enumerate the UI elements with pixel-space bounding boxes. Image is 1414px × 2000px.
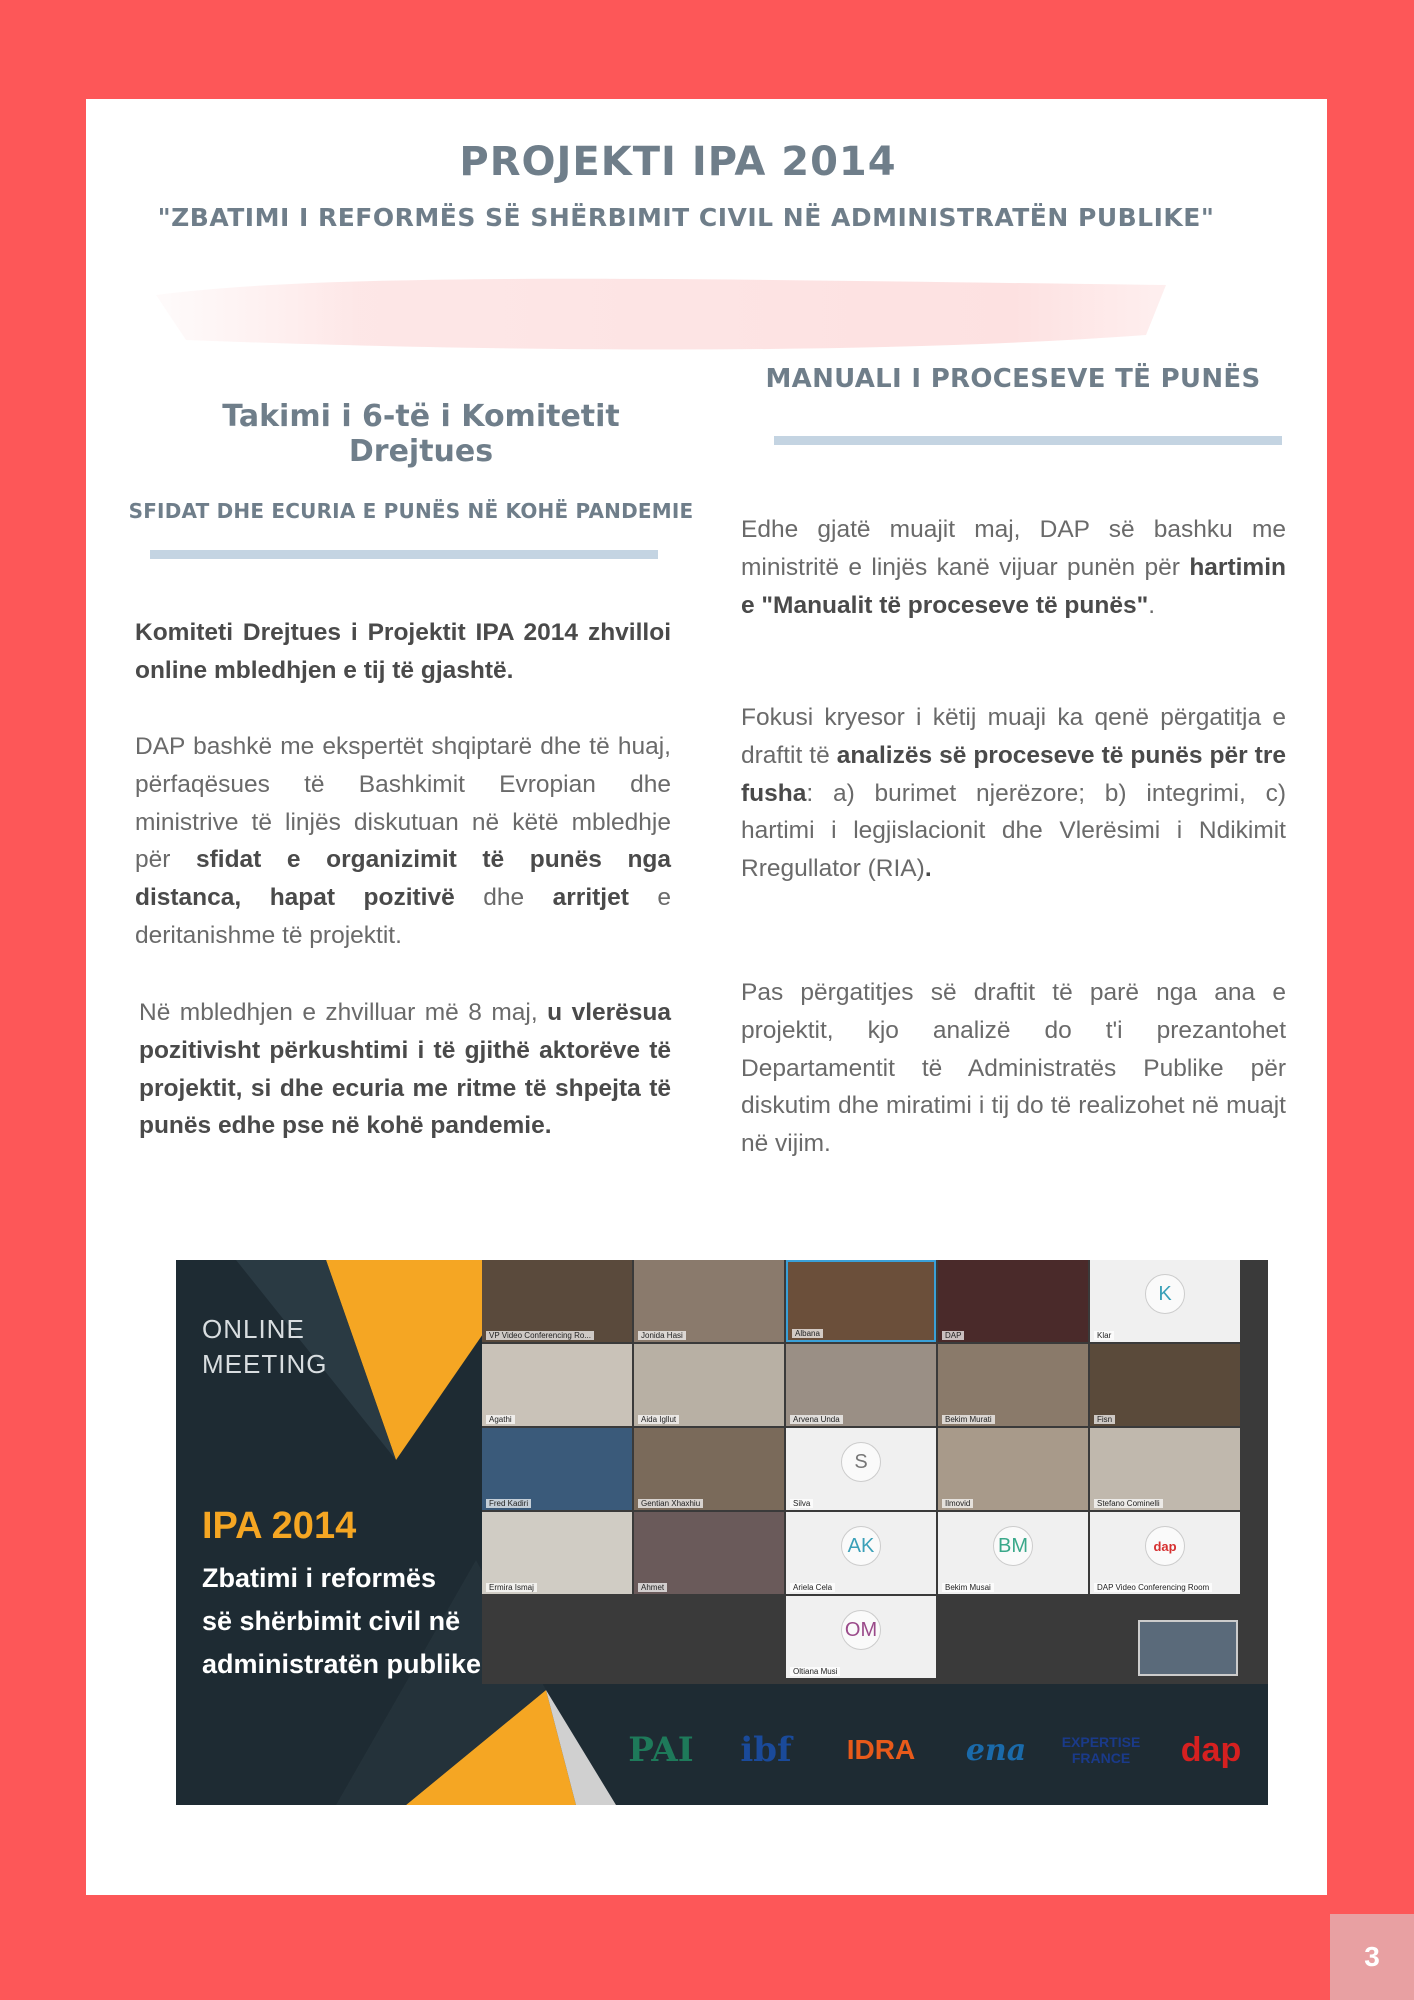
participant-tile [786, 1428, 936, 1510]
online-meeting-label: ONLINE MEETING [202, 1314, 328, 1379]
participant-name: Stefano Cominelli [1094, 1499, 1163, 1508]
left-paragraph-2 [135, 728, 671, 955]
participant-tile [938, 1512, 1088, 1594]
participant-tile [938, 1428, 1088, 1510]
participant-name: DAP Video Conferencing Room [1094, 1583, 1212, 1592]
dap-logo: dap [1180, 1730, 1242, 1769]
participant-name: Fisn [1094, 1415, 1115, 1424]
participant-tile [1090, 1512, 1240, 1594]
avatar-initials: BM [993, 1526, 1033, 1566]
participant-tile [1090, 1428, 1240, 1510]
right-p2-text-a: Fokusi kryesor i këtij muaji ka qenë përgatitja e draftit të [741, 704, 1286, 769]
left-p2-text-a: DAP bashkë me ekspertët shqiptarë dhe të huaj, përfaqësues të Bashkimit Evropian dhe ministrive të linjës diskutuan në këtë mbledhje për [135, 733, 671, 874]
self-view-tile [1138, 1620, 1238, 1676]
right-p2-text-c: : a) burimet njerëzore; b) integrimi, c) hartimi i legjislacionit dhe Vlerësimi i Ndikimit Rregullator (RIA) [741, 779, 1286, 883]
left-paragraph-3 [139, 994, 671, 1145]
ipa-description: Zbatimi i reformës së shërbimit civil në administratën publike [202, 1563, 482, 1679]
participant-tile [482, 1428, 632, 1510]
participant-tile [482, 1512, 632, 1594]
avatar-initials: K [1145, 1274, 1185, 1314]
right-paragraph-3 [741, 974, 1286, 1163]
right-divider [774, 436, 1282, 445]
participant-name: Bekim Murati [942, 1415, 995, 1424]
left-p2-bold-b: sfidat e organizimit të punës nga distanca, hapat pozitivë [135, 846, 672, 912]
right-p3-text: Pas përgatitjes së draftit të parë nga ana e projektit, kjo analizë do t'i prezantohet Departamentit të Administratës Publike për diskutim dhe miratimi i tij do të realizohet në muajt në vijim. [741, 979, 1286, 1158]
left-divider [150, 550, 658, 559]
participant-tile [786, 1344, 936, 1426]
left-p2-bold-d: arritjet [552, 884, 629, 912]
participant-name: Klar [1094, 1331, 1114, 1340]
participant-tile [1090, 1260, 1240, 1342]
right-p1-text-a: Edhe gjatë muajit maj, DAP së bashku me ministritë e linjës kanë vijuar punën për [741, 516, 1286, 581]
avatar-initials: AK [841, 1526, 881, 1566]
video-call-grid [482, 1260, 1268, 1684]
right-p1-text-c: . [1148, 591, 1156, 619]
left-heading: Takimi i 6-të i Komitetit Drejtues [222, 399, 620, 469]
ipa-year-label: IPA 2014 [202, 1505, 357, 1547]
dap-logo-avatar: dap [1145, 1526, 1185, 1566]
participant-tile [1090, 1344, 1240, 1426]
participant-tile [786, 1596, 936, 1678]
participant-name: Aida Igllut [638, 1415, 679, 1424]
page-title: PROJEKTI IPA 2014 [459, 139, 897, 185]
left-subheading: SFIDAT DHE ECURIA E PUNËS NË KOHË PANDEMIE [128, 499, 694, 523]
participant-name: Agathi [486, 1415, 515, 1424]
participant-tile [786, 1512, 936, 1594]
page-sheet [86, 99, 1327, 1895]
right-p2-bold-d: . [924, 855, 932, 883]
participant-name: Ahmet [638, 1583, 667, 1592]
left-p2-text-c: dhe [454, 884, 553, 912]
idra-logo: IDRA [846, 1734, 916, 1765]
left-p3-bold-b: u vlerësua pozitivisht përkushtimi i të gjithë aktorëve të projektit, si dhe ecuria me ritme të shpejta të punës edhe pse në kohë pandemie. [139, 999, 671, 1140]
participant-tile [634, 1344, 784, 1426]
right-paragraph-1 [741, 511, 1286, 624]
participant-tile [634, 1512, 784, 1594]
participant-tile [634, 1260, 784, 1342]
participant-name: Ilmovid [942, 1499, 973, 1508]
participant-tile [786, 1260, 936, 1342]
participant-tile [482, 1260, 632, 1342]
participant-name: Albana [792, 1329, 823, 1338]
ibf-logo: ibf [740, 1730, 792, 1770]
left-paragraph-1 [135, 614, 671, 690]
participant-name: Arvena Unda [790, 1415, 843, 1424]
avatar-initials: S [841, 1442, 881, 1482]
online-meeting-image [176, 1260, 1268, 1805]
left-p3-text-a: Në mbledhjen e zhvilluar më 8 maj, [139, 999, 548, 1026]
right-p2-bold-b: analizës së proceseve të punës për tre fusha [741, 741, 1286, 807]
participant-name: Ermira Ismaj [486, 1583, 537, 1592]
expertise-france-logo: EXPERTISE FRANCE [1061, 1734, 1141, 1766]
participant-name: DAP [942, 1331, 964, 1340]
left-p1-text: Komiteti Drejtues i Projektit IPA 2014 zhvilloi online mbledhjen e tij të gjashtë. [135, 619, 671, 684]
right-p1-bold-b: hartimin e "Manualit të proceseve të punës" [741, 553, 1286, 619]
participant-name: Oltiana Musi [790, 1667, 840, 1676]
participant-name: Silva [790, 1499, 813, 1508]
partner-logos [616, 1715, 1256, 1785]
left-p2-text-e: e deritanishme të projektit. [135, 884, 672, 949]
participant-name: VP Video Conferencing Ro... [486, 1331, 594, 1340]
participant-name: Fred Kadiri [486, 1499, 531, 1508]
ena-logo: ena [965, 1732, 1027, 1768]
right-heading: MANUALI I PROCESEVE TË PUNËS [765, 364, 1261, 394]
participant-name: Ariela Cela [790, 1583, 835, 1592]
participant-name: Gentian Xhaxhiu [638, 1499, 703, 1508]
pai-logo: PAI [628, 1730, 694, 1770]
brush-stroke-decoration [146, 265, 1176, 360]
participant-name: Bekim Musai [942, 1583, 994, 1592]
participant-tile [938, 1260, 1088, 1342]
participant-tile [938, 1344, 1088, 1426]
participant-name: Jonida Hasi [638, 1331, 686, 1340]
right-paragraph-2 [741, 699, 1286, 888]
participant-tile [482, 1344, 632, 1426]
page-number: 3 [1330, 1914, 1414, 2000]
avatar-initials: OM [841, 1610, 881, 1650]
page-subtitle: "ZBATIMI I REFORMËS SË SHËRBIMIT CIVIL NË ADMINISTRATËN PUBLIKE" [157, 203, 1215, 232]
participant-tile [634, 1428, 784, 1510]
